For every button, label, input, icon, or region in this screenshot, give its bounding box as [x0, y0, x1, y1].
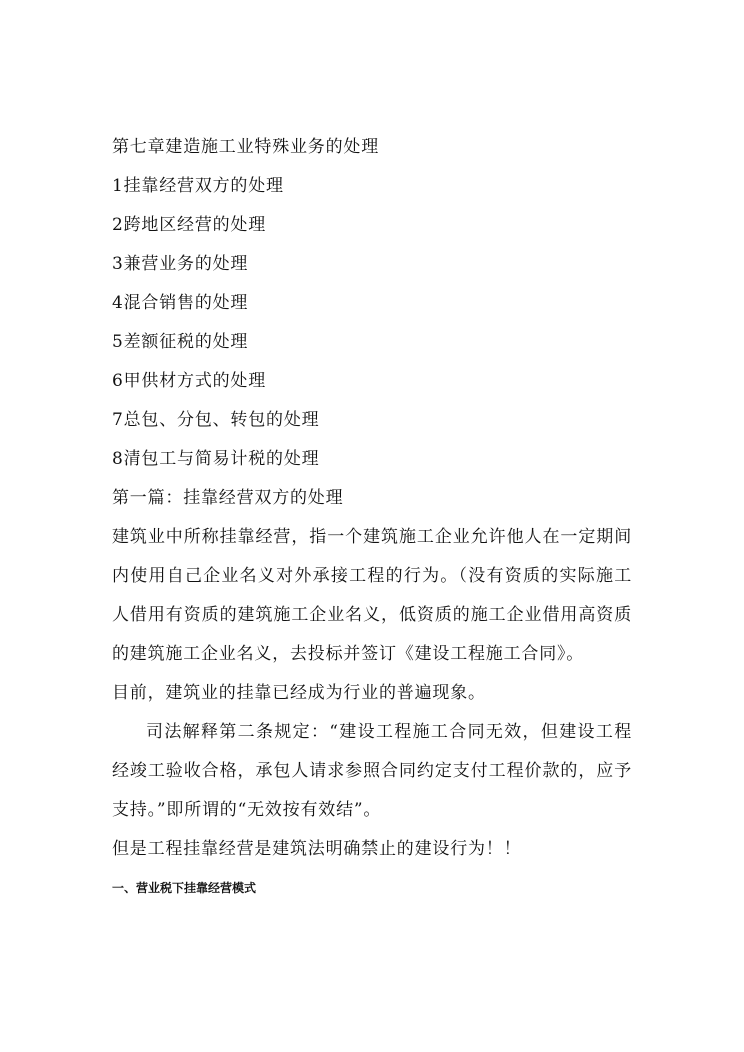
- chapter-title: 第七章建造施工业特殊业务的处理: [112, 137, 379, 157]
- toc-item-3: 3兼营业务的处理: [112, 254, 249, 274]
- toc-item-5: 5差额征税的处理: [112, 332, 249, 352]
- document-body: [112, 128, 632, 899]
- paragraph-prohibition: 但是工程挂靠经营是建筑法明确禁止的建设行为！！: [112, 839, 522, 859]
- toc-item-2: 2跨地区经营的处理: [112, 215, 267, 235]
- toc-item-1: 1挂靠经营双方的处理: [112, 176, 284, 196]
- toc-item-4: 4混合销售的处理: [112, 293, 249, 313]
- part-title: 第一篇：挂靠经营双方的处理: [112, 488, 344, 508]
- section-heading: 一、营业税下挂靠经营模式: [112, 881, 257, 895]
- toc-item-7: 7总包、分包、转包的处理: [112, 410, 320, 430]
- toc-item-6: 6甲供材方式的处理: [112, 371, 267, 391]
- toc-item-8: 8清包工与简易计税的处理: [112, 449, 320, 469]
- paragraph-definition: 建筑业中所称挂靠经营，指一个建筑施工企业允许他人在一定期间内使用自己企业名义对外承接工程的行为。（没有资质的实际施工人借用有资质的建筑施工企业名义，低资质的施工企业借用高资质的建筑施工企业名义，去投标并签订《建设工程施工合同》。: [112, 527, 632, 664]
- paragraph-judicial-interpretation: 司法解释第二条规定：“建设工程施工合同无效，但建设工程经竣工验收合格，承包人请求参照合同约定支付工程价款的，应予支持。”即所谓的“无效按有效结”。: [112, 722, 632, 820]
- paragraph-current-status: 目前，建筑业的挂靠已经成为行业的普遍现象。: [112, 683, 486, 703]
